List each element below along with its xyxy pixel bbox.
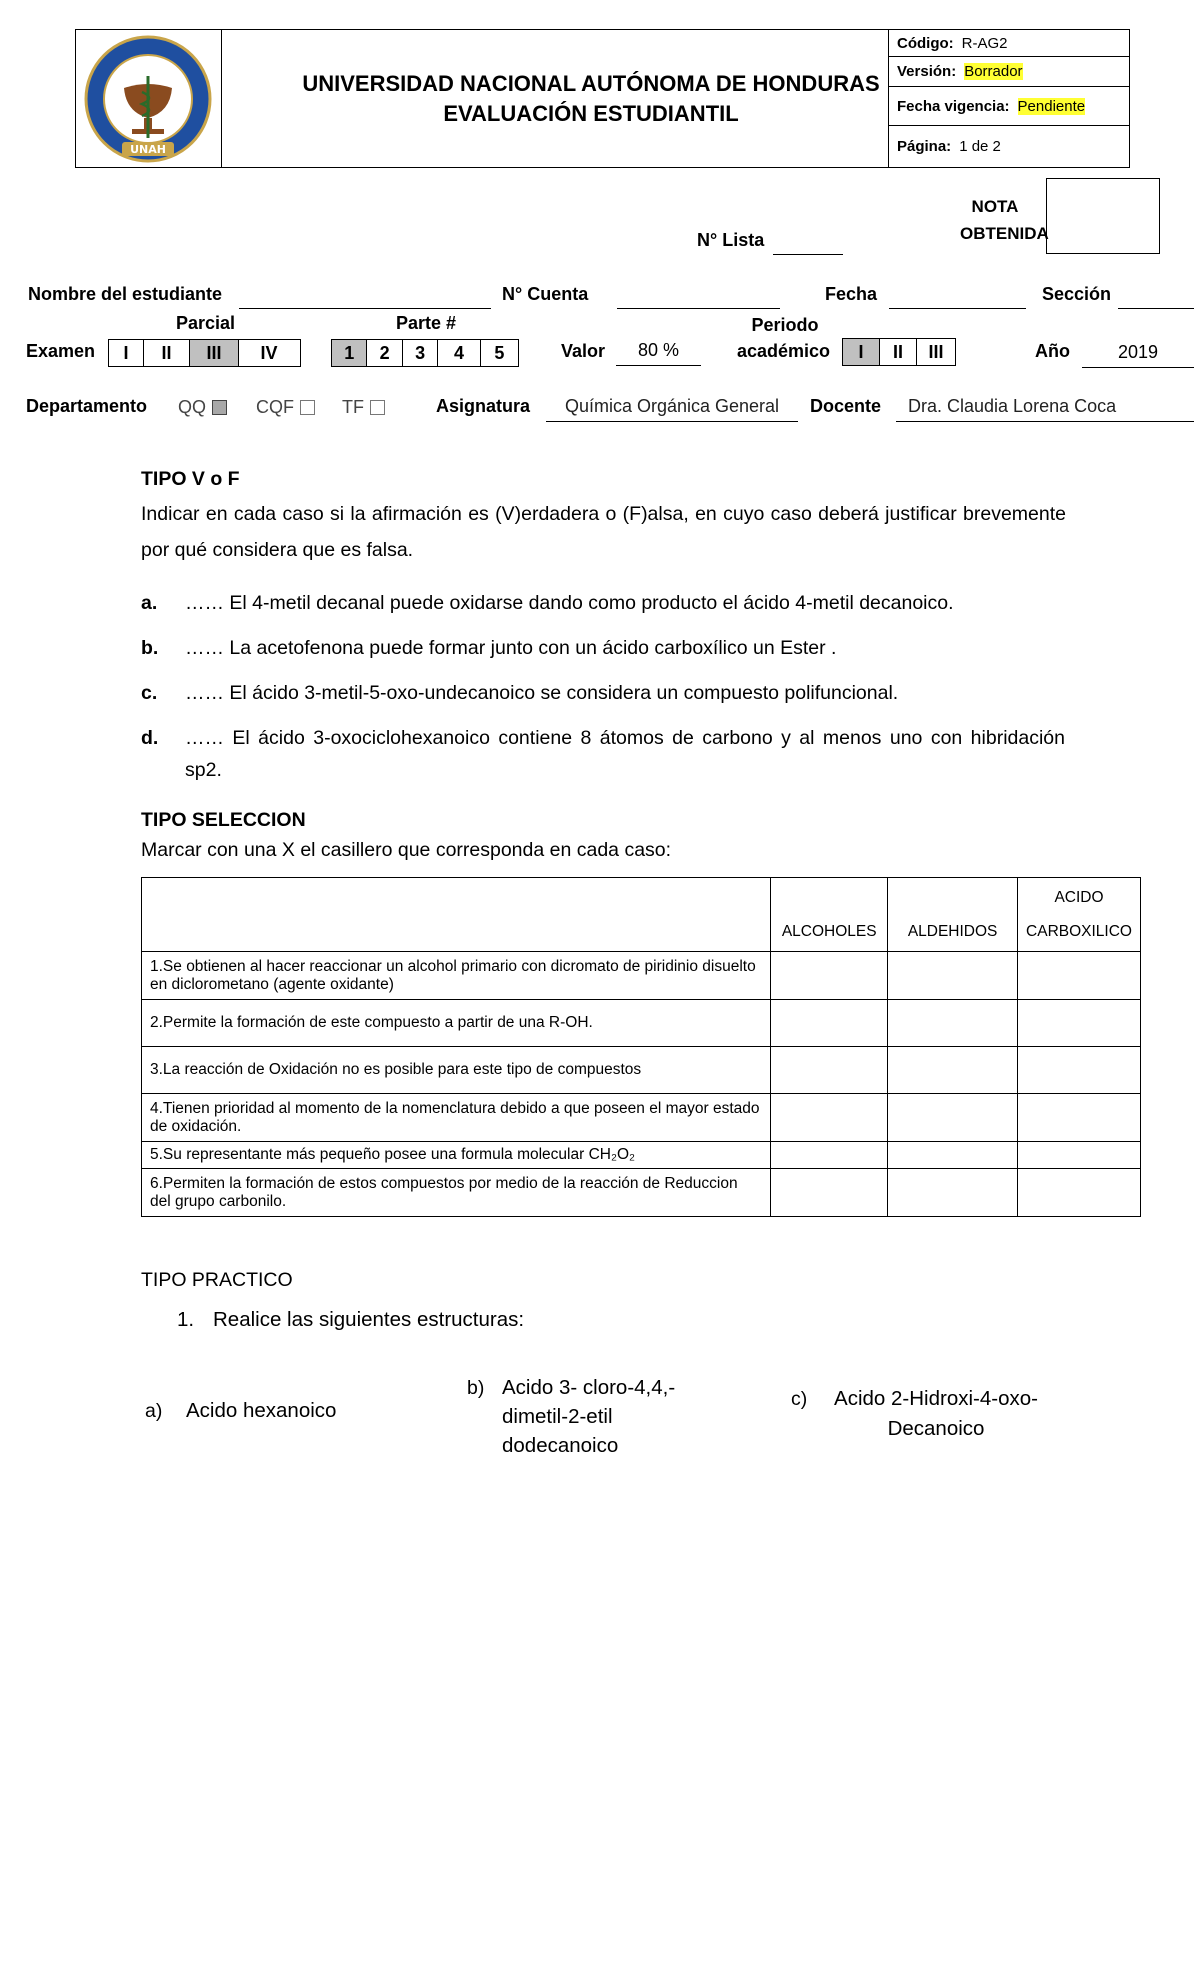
dept-tf-label: TF <box>342 397 364 417</box>
asignatura-label: Asignatura <box>436 396 531 416</box>
fecha-vigencia-value: Pendiente <box>1017 97 1086 115</box>
dept-qq-option[interactable] <box>178 397 227 418</box>
periodo-label-line1: Periodo <box>751 315 819 335</box>
asignatura-underline <box>546 421 798 422</box>
seleccion-instructions: Marcar con una X el casillero que corresponda en cada caso: <box>141 839 672 861</box>
answer-cell-alcoholes[interactable] <box>771 952 888 1000</box>
anio-label: Año <box>1035 341 1070 361</box>
nota-label <box>960 193 1049 247</box>
document-header <box>75 29 1130 168</box>
seal-text: UNAH <box>130 143 166 156</box>
valor-value: 80 % <box>637 340 680 360</box>
examen-option-4[interactable]: IV <box>260 342 278 363</box>
examen-label: Examen <box>26 341 96 361</box>
table-row-question: 4.Tienen prioridad al momento de la nomenclatura debido a que poseen el mayor estado de oxidación. <box>142 1094 771 1142</box>
lista-field[interactable] <box>773 254 843 255</box>
practico-b-text <box>502 1373 675 1460</box>
dept-tf-option[interactable] <box>342 397 385 418</box>
answer-cell-alcoholes[interactable] <box>771 1047 888 1094</box>
practico-b-letter: b) <box>467 1377 485 1399</box>
practico-b-line: dimetil-2-etil <box>502 1405 613 1428</box>
table-row-question: 2.Permite la formación de este compuesto a partir de una R-OH. <box>142 1000 771 1047</box>
practico-b-line: dodecanoico <box>502 1434 619 1457</box>
answer-cell-alcoholes[interactable] <box>771 1094 888 1142</box>
version-value: Borrador <box>964 63 1023 80</box>
table-row <box>142 1047 1141 1094</box>
codigo-label: Código: <box>897 34 954 52</box>
periodo-selector[interactable] <box>842 338 956 366</box>
examen-option-3[interactable]: III <box>190 340 239 366</box>
table-row-question: 6.Permiten la formación de estos compuestos por medio de la reacción de Reduccion del grupo carbonilo. <box>142 1169 771 1217</box>
parte-label: Parte # <box>396 313 457 333</box>
periodo-option-3[interactable]: III <box>928 341 944 362</box>
docente-value: Dra. Claudia Lorena Coca <box>908 396 1117 416</box>
vf-item-a <box>141 587 1066 619</box>
anio-value: 2019 <box>1117 342 1159 362</box>
vf-item-d <box>141 722 1066 786</box>
fecha-vigencia-row <box>889 87 1130 126</box>
practico-c-line: Decanoico <box>887 1417 985 1440</box>
valor-underline <box>616 365 701 366</box>
vf-item-c <box>141 677 1066 709</box>
pagina-value: 1 de 2 <box>959 138 1001 155</box>
answer-cell-aldehidos[interactable] <box>888 1142 1018 1169</box>
pagina-label: Página: <box>897 138 952 155</box>
lista-label: N° Lista <box>697 230 765 250</box>
answer-cell-aldehidos[interactable] <box>888 952 1018 1000</box>
examen-option-2[interactable]: II <box>144 340 190 366</box>
table-row <box>142 1142 1141 1169</box>
vf-item-letter: d. <box>141 727 159 749</box>
codigo-value: R-AG2 <box>961 34 1008 52</box>
practico-b-line: Acido 3- cloro-4,4,- <box>502 1376 676 1399</box>
document-meta <box>888 30 1130 167</box>
valor-label: Valor <box>561 341 606 361</box>
vf-instructions: Indicar en cada caso si la afirmación es (V)erdadera o (F)alsa, en cuyo caso deberá justificar brevemente por qué considera que es falsa. <box>141 503 1066 561</box>
nota-label-line2: OBTENIDA <box>960 224 1049 243</box>
vf-item-text: …… El 4-metil decanal puede oxidarse dando como producto el ácido 4-metil decanoico. <box>185 592 954 614</box>
col-aldehidos: ALDEHIDOS <box>888 878 1018 952</box>
answer-cell-acido[interactable] <box>1018 1142 1141 1169</box>
vf-item-text: …… La acetofenona puede formar junto con un ácido carboxílico un Ester . <box>185 637 837 659</box>
pagina-row <box>889 126 1130 167</box>
answer-cell-alcoholes[interactable] <box>771 1142 888 1169</box>
parte-option-5[interactable]: 5 <box>494 342 505 363</box>
table-row <box>142 952 1141 1000</box>
logo-cell <box>76 30 222 167</box>
answer-cell-aldehidos[interactable] <box>888 1169 1018 1217</box>
dept-cqf-label: CQF <box>256 397 294 417</box>
answer-cell-aldehidos[interactable] <box>888 1094 1018 1142</box>
table-row <box>142 1000 1141 1047</box>
practico-c-text <box>826 1384 1046 1444</box>
parte-option-4[interactable]: 4 <box>438 340 480 366</box>
dept-cqf-checkbox[interactable] <box>300 400 315 415</box>
anio-underline <box>1082 367 1194 368</box>
nota-obtenida-box[interactable] <box>1046 178 1160 254</box>
version-label: Versión: <box>897 63 957 80</box>
practico-c-letter: c) <box>791 1388 808 1410</box>
practico-instruction: Realice las siguientes estructuras: <box>213 1308 525 1331</box>
answer-cell-acido[interactable] <box>1018 1094 1141 1142</box>
nota-label-line1: NOTA <box>971 197 1019 216</box>
examen-selector[interactable] <box>108 339 301 367</box>
university-seal <box>76 30 221 167</box>
table-row-question: 5.Su representante más pequeño posee una formula molecular CH₂O₂ <box>142 1142 771 1169</box>
fecha-vigencia-label: Fecha vigencia: <box>897 97 1010 115</box>
answer-cell-acido[interactable] <box>1018 952 1141 1000</box>
practico-a-text: Acido hexanoico <box>186 1399 337 1422</box>
fecha-field[interactable] <box>889 308 1026 309</box>
answer-cell-acido[interactable] <box>1018 1169 1141 1217</box>
answer-cell-aldehidos[interactable] <box>888 1047 1018 1094</box>
answer-cell-alcoholes[interactable] <box>771 1169 888 1217</box>
col-alcoholes: ALCOHOLES <box>771 878 888 952</box>
answer-cell-acido[interactable] <box>1018 1000 1141 1047</box>
evaluation-title: EVALUACIÓN ESTUDIANTIL <box>443 100 739 126</box>
parte-selector[interactable] <box>331 339 519 367</box>
examen-option-1[interactable]: I <box>109 340 144 366</box>
col-acido-line1: ACIDO <box>1054 888 1104 906</box>
col-acido-carboxilico <box>1018 878 1141 952</box>
dept-qq-checkbox[interactable] <box>212 400 227 415</box>
dept-tf-checkbox[interactable] <box>370 400 385 415</box>
dept-qq-label: QQ <box>178 397 207 417</box>
vf-item-b <box>141 632 1066 664</box>
cuenta-label: N° Cuenta <box>502 284 589 304</box>
table-header-row <box>142 878 1141 952</box>
vf-item-text: …… El ácido 3-oxociclohexanoico contiene 8 átomos de carbono y al menos uno con hibridación sp2. <box>185 727 1065 781</box>
dept-cqf-option[interactable] <box>256 397 315 418</box>
vf-item-text: …… El ácido 3-metil-5-oxo-undecanoico se considera un compuesto polifuncional. <box>185 682 899 704</box>
answer-cell-alcoholes[interactable] <box>771 1000 888 1047</box>
version-row <box>889 57 1130 87</box>
docente-underline <box>896 421 1194 422</box>
answer-cell-acido[interactable] <box>1018 1047 1141 1094</box>
vf-item-letter: c. <box>141 682 158 704</box>
practico-c-line: Acido 2-Hidroxi-4-oxo- <box>834 1387 1038 1410</box>
answer-cell-aldehidos[interactable] <box>888 1000 1018 1047</box>
parte-option-3[interactable]: 3 <box>403 340 438 366</box>
table-row-question: 1.Se obtienen al hacer reaccionar un alcohol primario con dicromato de piridinio disuelto en diclorometano (agente oxidante) <box>142 952 771 1000</box>
periodo-label-line2: académico <box>737 341 831 361</box>
seleccion-table <box>141 877 1141 1217</box>
col-acido-line2: CARBOXILICO <box>1026 922 1132 940</box>
table-row <box>142 1094 1141 1142</box>
table-row <box>142 1169 1141 1217</box>
parcial-label: Parcial <box>176 313 236 333</box>
parte-option-2[interactable]: 2 <box>367 340 402 366</box>
departamento-label: Departamento <box>26 396 148 416</box>
header-title-block <box>221 30 961 167</box>
periodo-option-1[interactable]: I <box>843 339 880 365</box>
docente-label: Docente <box>810 396 882 416</box>
seccion-label: Sección <box>1042 284 1112 304</box>
nombre-field[interactable] <box>239 308 491 309</box>
seccion-field[interactable] <box>1118 308 1194 309</box>
vf-item-letter: a. <box>141 592 158 614</box>
practico-title: TIPO PRACTICO <box>141 1269 293 1291</box>
codigo-row <box>889 30 1130 57</box>
table-header-empty <box>142 878 771 952</box>
parte-option-1[interactable]: 1 <box>332 340 367 366</box>
practico-instruction-num: 1. <box>177 1308 195 1331</box>
nombre-label: Nombre del estudiante <box>28 284 223 304</box>
vf-item-letter: b. <box>141 637 159 659</box>
periodo-option-2[interactable]: II <box>880 339 917 365</box>
fecha-label: Fecha <box>825 284 878 304</box>
seleccion-title: TIPO SELECCION <box>141 809 306 831</box>
practico-a-letter: a) <box>145 1400 163 1422</box>
university-name: UNIVERSIDAD NACIONAL AUTÓNOMA DE HONDURAS <box>302 70 880 96</box>
table-row-question: 3.La reacción de Oxidación no es posible para este tipo de compuestos <box>142 1047 771 1094</box>
cuenta-field[interactable] <box>617 308 780 309</box>
vf-title: TIPO V o F <box>141 468 240 490</box>
asignatura-value: Química Orgánica General <box>564 396 780 416</box>
